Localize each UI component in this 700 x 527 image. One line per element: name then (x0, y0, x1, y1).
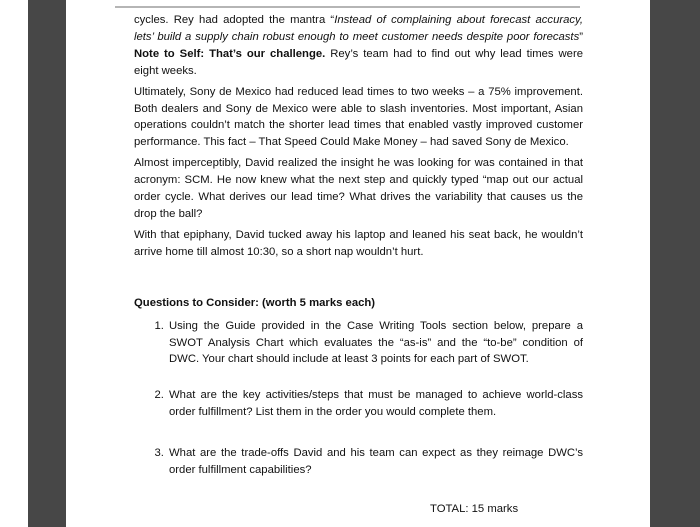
page-header-rule (115, 6, 580, 8)
text-run: ” (579, 30, 583, 43)
question-item: 2. What are the key activities/steps that must be managed to achieve world-class order fulfillment? List them in the order you would complete them. (167, 387, 583, 421)
paragraph-mantra (134, 12, 583, 80)
paragraph-ultimately: Ultimately, Sony de Mexico had reduced lead times to two weeks – a 75% improvement. Both dealers and Sony de Mexico were able to slash inventories. Most important, Asian operations couldn’t match the shorter lead times that enabled vastly improved customer performance. This fact – That Speed Could Make Money – had saved Sony de Mexico. (134, 85, 583, 149)
questions-list (134, 318, 583, 479)
viewer-background-right (650, 0, 700, 527)
document-page (134, 12, 583, 518)
total-marks: TOTAL: 15 marks (430, 502, 519, 515)
note-to-self: Note to Self: That’s our challenge. (134, 47, 326, 60)
text-run: cycles. Rey had adopted the mantra “ (134, 14, 335, 26)
paragraph-epiphany: With that epiphany, David tucked away his laptop and leaned his seat back, he wouldn’t arrive home till almost 10:30, so a short nap wouldn’t hurt. (134, 228, 583, 258)
viewer-background-left (28, 0, 66, 527)
questions-heading: Questions to Consider: (worth 5 marks each) (134, 296, 376, 309)
question-item: 3. What are the trade-offs David and his team can expect as they reimage DWC’s order fulfillment capabilities? (167, 445, 583, 479)
paragraph-insight: Almost imperceptibly, David realized the insight he was looking for was contained in that acronym: SCM. He now knew what the next step and quickly typed “map out our actual order cycle. What derives our lead time? What drives the variability that causes us the drop the ball? (134, 157, 583, 220)
mantra-quote: Instead of complaining about forecast accuracy, lets’ build a supply chain robust enough to meet customer needs despite poor forecasts (134, 14, 583, 43)
question-item: 1. Using the Guide provided in the Case Writing Tools section below, prepare a SWOT Analysis Chart which evaluates the “as-is” and the “to-be” condition of DWC. Your chart should include at least 3 points for each part of SWOT. (167, 318, 583, 369)
text-run: Rey’s team had to find out why lead times were eight weeks. (134, 47, 584, 77)
